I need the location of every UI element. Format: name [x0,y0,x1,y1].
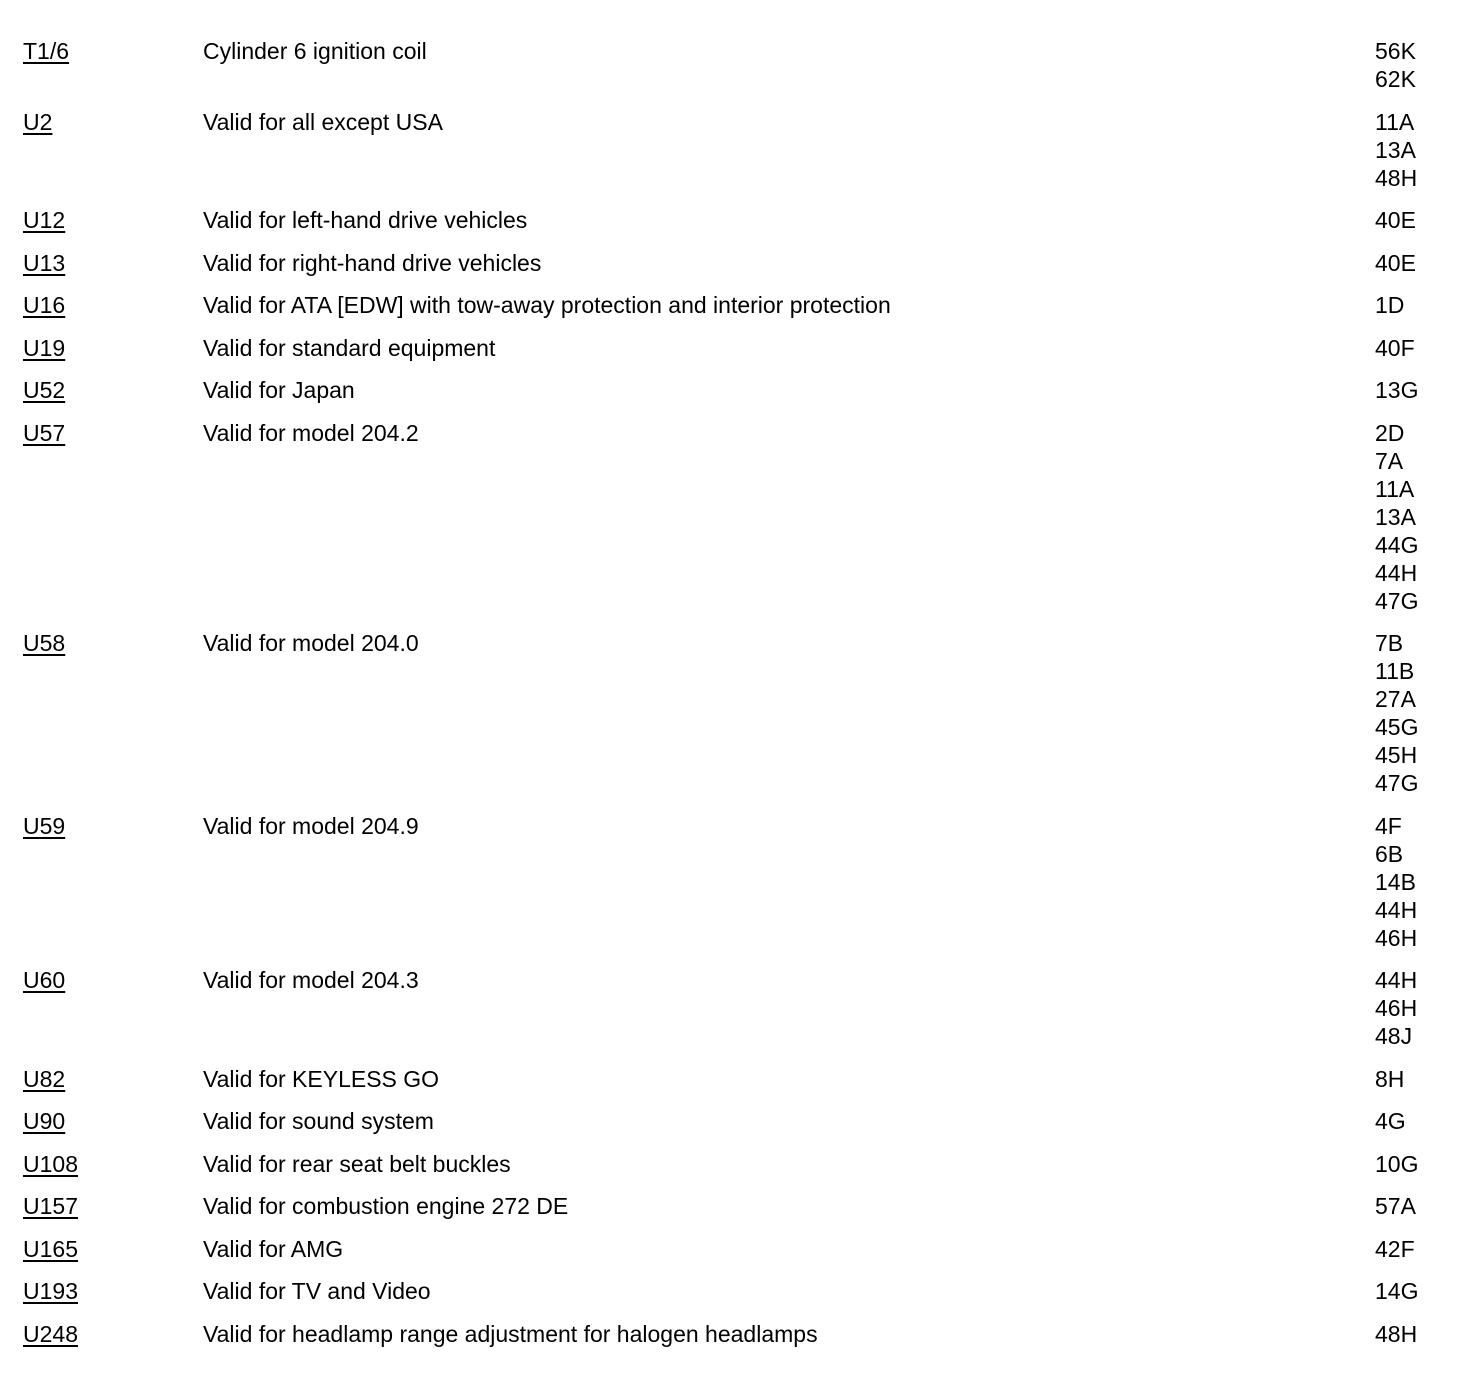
grid-reference: 14G [1375,1278,1419,1304]
table-row [23,108,1443,192]
grid-reference-list [1375,334,1443,362]
grid-reference: 56K [1375,38,1416,64]
grid-reference: 8H [1375,1065,1405,1092]
grid-reference: 11A [1375,475,1415,502]
grid-reference: 48J [1375,1023,1413,1049]
component-description: Valid for combustion engine 272 DE [203,1193,569,1219]
component-description: Valid for Japan [203,377,355,403]
grid-reference: 7B [1375,630,1404,656]
component-description: Valid for headlamp range adjustment for halogen headlamps [203,1320,818,1347]
grid-reference-list [1375,37,1443,93]
component-description: Valid for model 204.0 [203,630,419,656]
grid-reference: 27A [1375,686,1416,712]
component-code-link[interactable]: U165 [23,1235,78,1262]
table-row [23,376,1443,404]
component-description: Valid for ATA [EDW] with tow-away protection and interior protection [203,292,891,318]
grid-reference: 46H [1375,995,1418,1021]
grid-reference: 11B [1375,658,1415,684]
grid-reference: 14B [1375,868,1416,895]
component-code-link[interactable]: U59 [23,812,66,839]
grid-reference-list [1375,1192,1443,1220]
component-code-link[interactable]: U13 [23,249,66,276]
component-code-link[interactable]: U90 [23,1108,66,1134]
grid-reference: 45G [1375,714,1419,740]
component-code-link[interactable]: U248 [23,1320,78,1347]
legend-table [23,37,1443,1362]
table-row [23,249,1443,277]
grid-reference-list [1375,629,1443,797]
grid-reference: 2D [1375,419,1405,446]
table-row [23,1107,1443,1135]
component-description: Valid for right-hand drive vehicles [203,249,542,276]
component-code-link[interactable]: U16 [23,292,66,318]
component-code-link[interactable]: U57 [23,419,66,446]
component-description: Valid for model 204.3 [203,967,419,993]
grid-reference-list [1375,249,1443,277]
grid-reference-list [1375,1107,1443,1135]
grid-reference: 11A [1375,108,1415,135]
table-row [23,1065,1443,1093]
table-row [23,206,1443,234]
component-code-link[interactable]: U2 [23,108,53,135]
table-row [23,1277,1443,1305]
grid-reference-list [1375,1150,1443,1178]
grid-reference: 47G [1375,770,1419,796]
component-code-link[interactable]: U157 [23,1193,78,1219]
table-row [23,1320,1443,1348]
grid-reference-list [1375,419,1443,615]
grid-reference: 40F [1375,334,1415,361]
table-row [23,1192,1443,1220]
component-description: Valid for model 204.9 [203,812,419,839]
component-code-link[interactable]: U108 [23,1150,78,1177]
grid-reference: 44H [1375,896,1418,923]
grid-reference: 10G [1375,1150,1419,1177]
grid-reference: 42F [1375,1235,1415,1262]
component-code-link[interactable]: U12 [23,207,66,233]
grid-reference: 44H [1375,559,1418,586]
grid-reference-list [1375,966,1443,1050]
grid-reference-list [1375,108,1443,192]
grid-reference: 47G [1375,587,1419,614]
table-row [23,37,1443,93]
grid-reference: 40E [1375,207,1416,233]
component-code-link[interactable]: U52 [23,377,66,403]
component-code-link[interactable]: U82 [23,1065,66,1092]
component-code-link[interactable]: U60 [23,967,66,993]
component-description: Valid for standard equipment [203,334,496,361]
component-description: Valid for all except USA [203,108,443,135]
component-description: Cylinder 6 ignition coil [203,38,427,64]
grid-reference-list [1375,376,1443,404]
grid-reference: 48H [1375,1320,1418,1347]
component-code-link[interactable]: T1/6 [23,38,70,64]
table-row [23,1150,1443,1178]
grid-reference-list [1375,1320,1443,1348]
table-row [23,1235,1443,1263]
table-row [23,291,1443,319]
component-description: Valid for AMG [203,1235,344,1262]
grid-reference: 57A [1375,1193,1416,1219]
table-row [23,629,1443,797]
grid-reference: 13G [1375,377,1419,403]
component-description: Valid for TV and Video [203,1278,431,1304]
grid-reference-list [1375,1065,1443,1093]
grid-reference: 48H [1375,164,1418,191]
grid-reference: 7A [1375,447,1404,474]
grid-reference: 44H [1375,967,1418,993]
grid-reference-list [1375,206,1443,234]
grid-reference: 45H [1375,742,1418,768]
grid-reference: 6B [1375,840,1404,867]
grid-reference: 46H [1375,924,1418,951]
grid-reference: 62K [1375,66,1416,92]
grid-reference: 4G [1375,1108,1406,1134]
component-code-link[interactable]: U19 [23,334,66,361]
table-row [23,966,1443,1050]
component-description: Valid for model 204.2 [203,419,419,446]
grid-reference: 40E [1375,249,1416,276]
component-description: Valid for sound system [203,1108,434,1134]
table-row [23,334,1443,362]
grid-reference-list [1375,291,1443,319]
grid-reference: 13A [1375,136,1416,163]
grid-reference-list [1375,1277,1443,1305]
grid-reference: 13A [1375,503,1416,530]
component-description: Valid for rear seat belt buckles [203,1150,511,1177]
component-description: Valid for left-hand drive vehicles [203,207,528,233]
grid-reference-list [1375,812,1443,952]
component-code-link[interactable]: U58 [23,630,66,656]
table-row [23,419,1443,615]
component-code-link[interactable]: U193 [23,1278,78,1304]
table-row [23,812,1443,952]
grid-reference-list [1375,1235,1443,1263]
grid-reference: 44G [1375,531,1419,558]
grid-reference: 4F [1375,812,1402,839]
grid-reference: 1D [1375,292,1405,318]
component-description: Valid for KEYLESS GO [203,1065,440,1092]
